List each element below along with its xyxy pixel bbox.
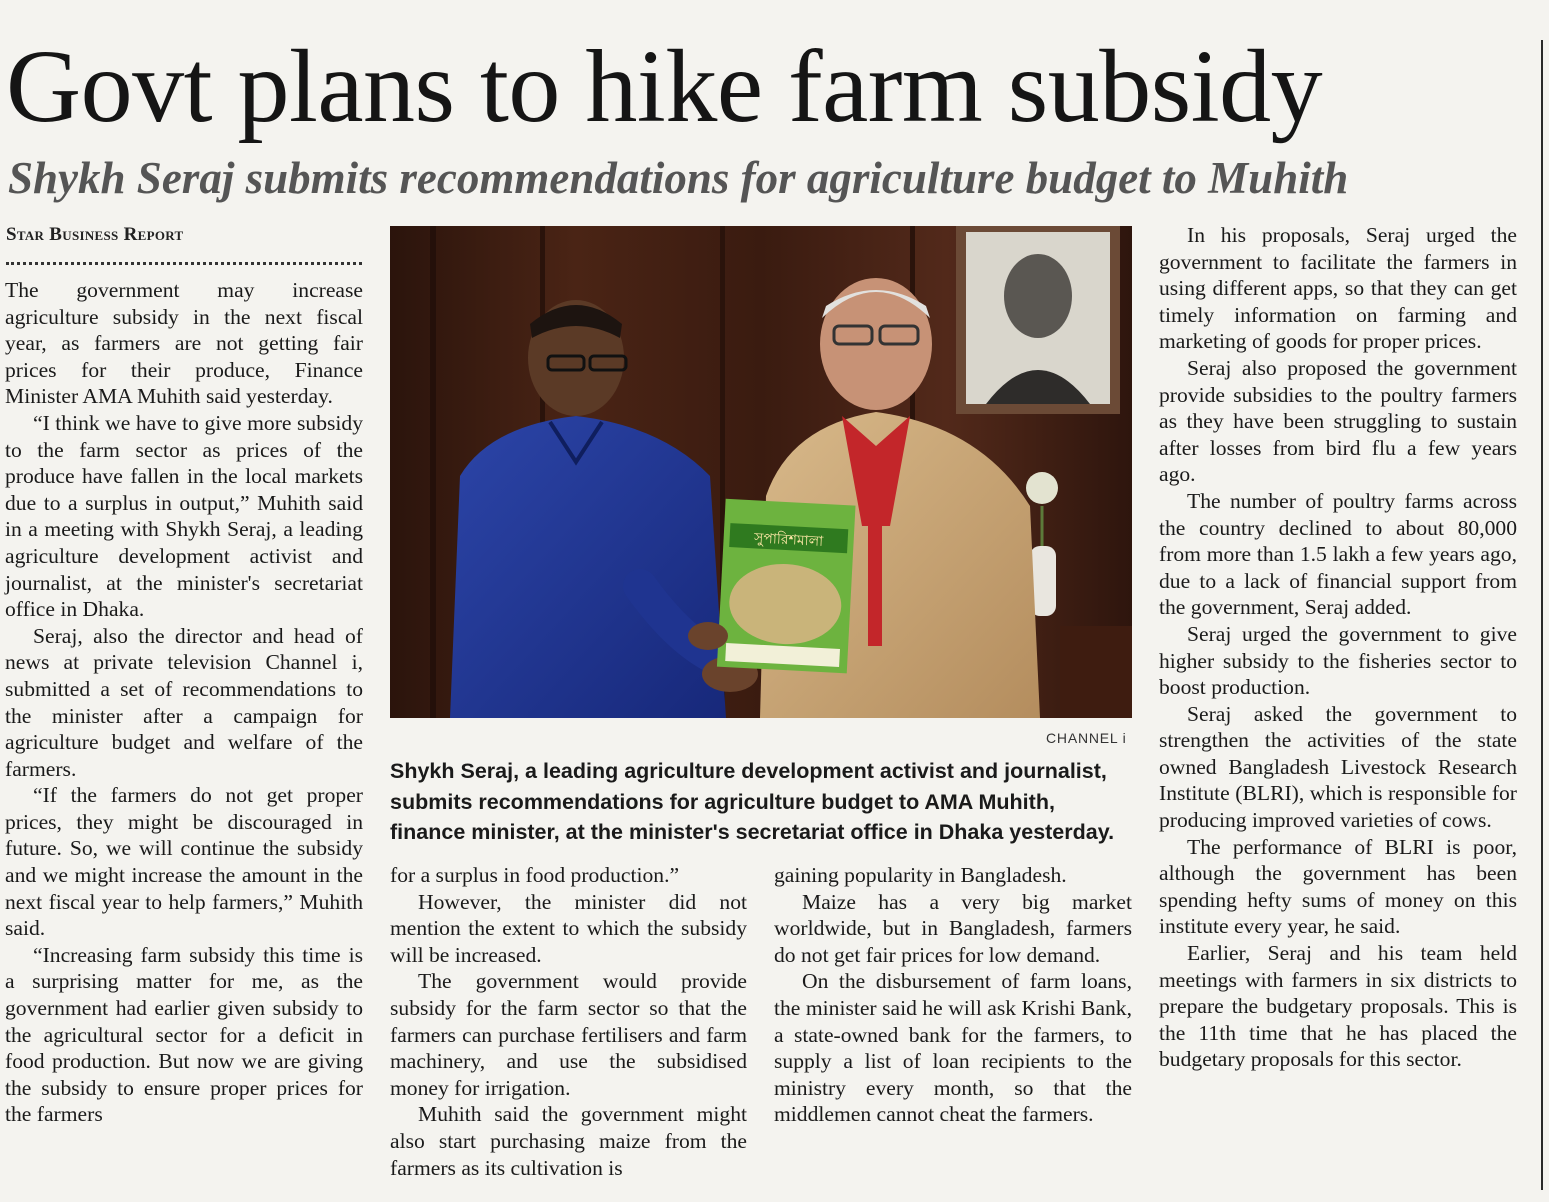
paragraph: for a surplus in food production.” — [390, 863, 680, 887]
headline: Govt plans to hike farm subsidy — [6, 29, 1323, 144]
paragraph: The performance of BLRI is poor, although the government has been spending hefty sums of money on this institute every year, he said. — [1159, 834, 1517, 939]
booklet-title: সুপারিশমালা — [753, 530, 824, 550]
photo-illustration — [390, 226, 1132, 718]
paragraph: “Increasing farm subsidy this time is a surprising matter for me, as the government had earlier given subsidy to the agricultural sector for a deficit in food production. But now we are giving the subsidy to ensure proper prices for the farmers — [5, 942, 363, 1127]
paragraph: Muhith said the government might also start purchasing maize from the farmers as its cultivation is — [390, 1102, 747, 1180]
paragraph: Maize has a very big market worldwide, but in Bangladesh, farmers do not get fair prices for low demand. — [774, 889, 1132, 967]
byline: Star Business Report — [6, 224, 184, 245]
paragraph: Seraj urged the government to give higher subsidy to the fisheries sector to boost production. — [1159, 621, 1517, 700]
photo-caption: Shykh Seraj, a leading agriculture development activist and journalist, submits recommendations for agriculture budget to AMA Muhith, finance minister, at the minister's secretariat office in Dhaka yesterday. — [390, 759, 1115, 844]
byline-divider — [6, 262, 362, 265]
article-column-3 — [774, 862, 1132, 1128]
paragraph: The government may increase agriculture subsidy in the next fiscal year, as farmers are not getting fair prices for their produce, Finance Minister AMA Muhith said yesterday. — [5, 278, 363, 409]
paragraph: “If the farmers do not get proper prices, they might be discouraged in future. So, we will continue the subsidy and we might increase the amount in the next fiscal year to help farmers,” Muhith said. — [5, 783, 363, 941]
paragraph: gaining popularity in Bangladesh. — [774, 863, 1067, 887]
paragraph: The number of poultry farms across the country declined to about 80,000 from more than 1.5 lakh a few years ago, due to a lack of financial support from the government, Seraj added. — [1159, 488, 1517, 620]
column-rule — [1541, 40, 1543, 1190]
paragraph: Seraj asked the government to strengthen the activities of the state owned Bangladesh Livestock Research Institute (BLRI), which is responsible for producing improved varieties of cows. — [1159, 701, 1517, 833]
paragraph: “I think we have to give more subsidy to the farm sector as prices of the produce have fallen in the local markets due to a surplus in output,” Muhith said in a meeting with Shykh Seraj, a leading agriculture development activist and journalist, at the minister's secretariat office in Dhaka. — [5, 410, 363, 622]
article-column-2 — [390, 862, 747, 1181]
paragraph: Seraj, also the director and head of news at private television Channel i, submitted a set of recommendations to the minister after a campaign for agriculture budget and welfare of the farmers. — [5, 623, 363, 781]
paragraph: Earlier, Seraj and his team held meetings with farmers in six districts to prepare the budgetary proposals. This is the 11th time that he has placed the budgetary proposals for this sector. — [1159, 941, 1517, 1072]
paragraph: Seraj also proposed the government provide subsidies to the poultry farmers as they have been struggling to sustain after losses from bird flu a few years ago. — [1159, 355, 1517, 487]
paragraph: On the disbursement of farm loans, the minister said he will ask Krishi Bank, a state-owned bank for the farmers, to supply a list of loan recipients to the ministry every month, so that the middlemen cannot cheat the farmers. — [774, 969, 1132, 1127]
article-column-1 — [5, 277, 363, 1128]
subheadline: Shykh Seraj submits recommendations for agriculture budget to Muhith — [8, 153, 1349, 203]
paragraph: The government would provide subsidy for the farm sector so that the farmers can purchase fertilisers and farm machinery, and use the subsidised money for irrigation. — [390, 969, 747, 1100]
paragraph: In his proposals, Seraj urged the government to facilitate the farmers in using different apps, so that they can get timely information on farming and marketing of goods for proper prices. — [1159, 223, 1517, 354]
article-photo — [390, 226, 1132, 718]
photo-credit: CHANNEL i — [1046, 730, 1127, 746]
article-column-4 — [1159, 222, 1517, 1073]
paragraph: However, the minister did not mention the extent to which the subsidy will be increased. — [390, 889, 747, 967]
